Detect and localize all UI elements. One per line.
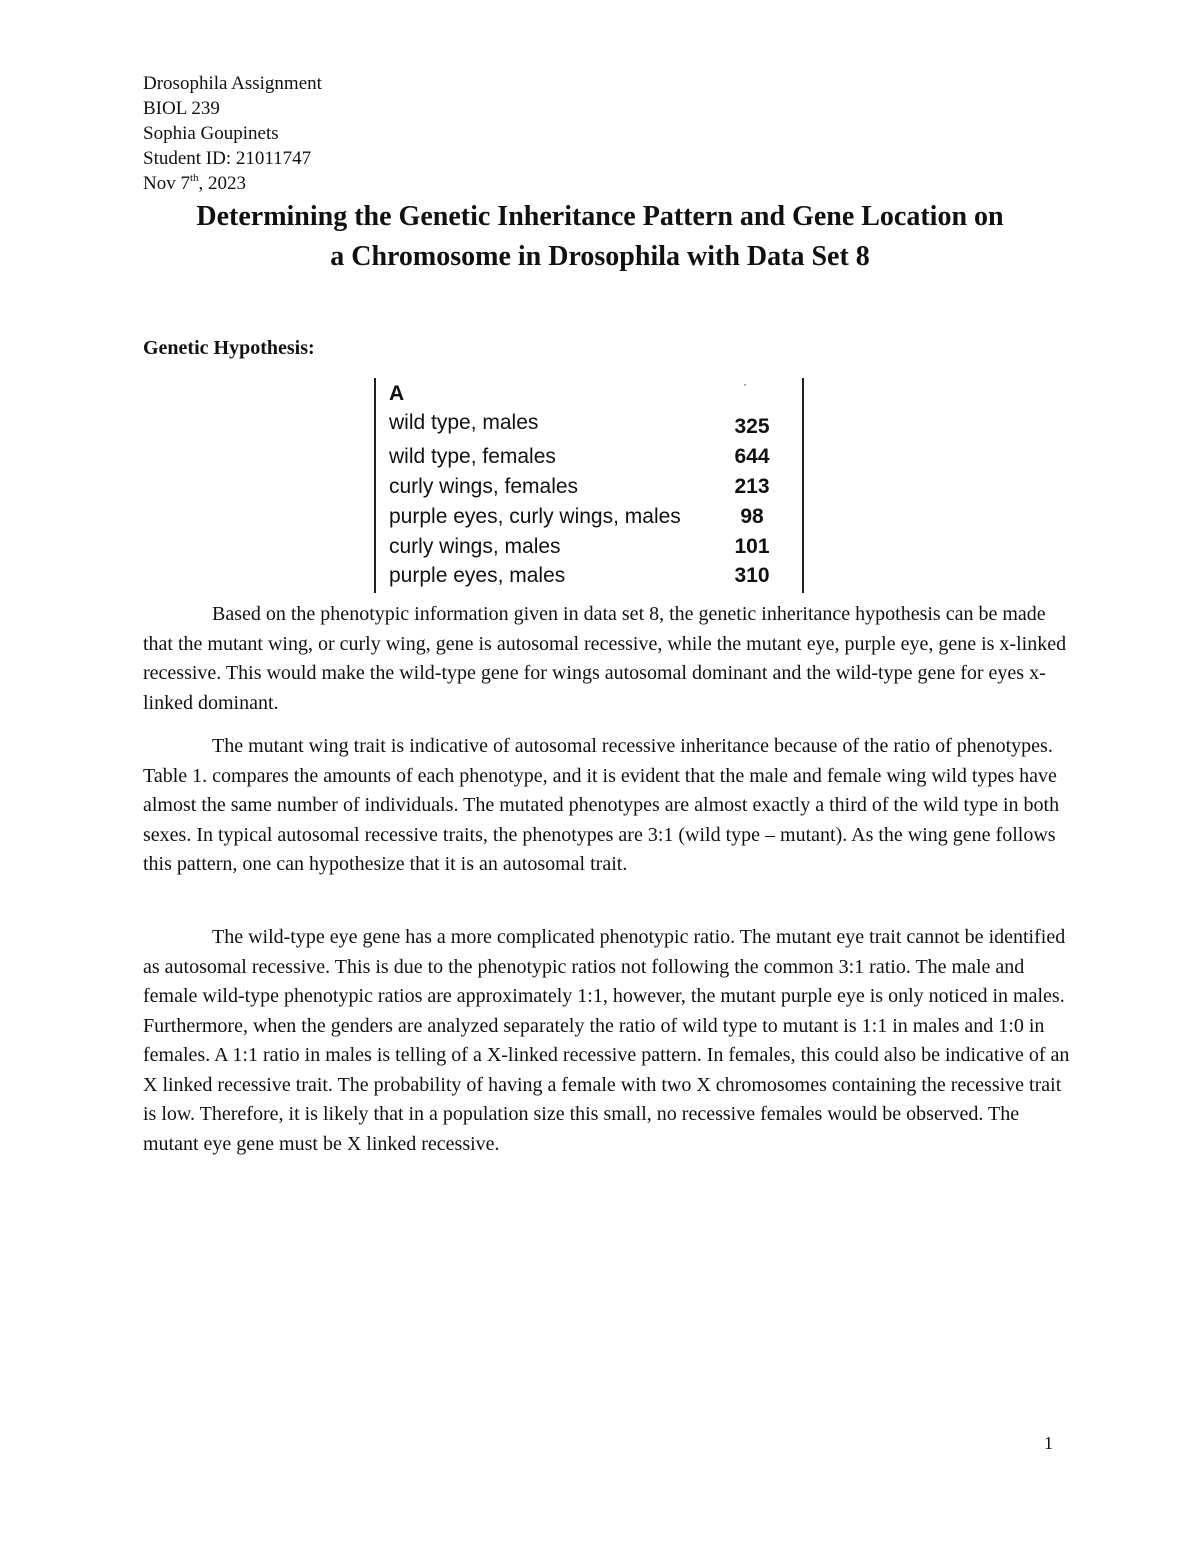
section-heading: Genetic Hypothesis: [143, 337, 315, 359]
table-row [389, 532, 794, 562]
student-id: Student ID: 21011747 [143, 148, 312, 169]
phenotype-count: 213 [734, 475, 770, 498]
title-line-2: a Chromosome in Drosophila with Data Set 8 [330, 241, 870, 272]
phenotype-label: curly wings, males [389, 535, 561, 558]
paragraph-wing-trait [143, 732, 1073, 880]
phenotype-label: purple eyes, males [389, 564, 566, 587]
course-code: BIOL 239 [143, 98, 220, 119]
phenotype-count: 644 [734, 445, 770, 468]
document-title [120, 197, 1080, 277]
date-year: , 2023 [198, 173, 247, 194]
phenotype-count: 310 [734, 564, 770, 587]
phenotype-table [374, 378, 804, 593]
phenotype-count: 101 [734, 535, 770, 558]
title-line-1: Determining the Genetic Inheritance Pattern and Gene Location on [196, 201, 1004, 232]
table-row [389, 472, 794, 502]
assignment-header [143, 71, 322, 196]
assignment-name: Drosophila Assignment [143, 73, 322, 94]
phenotype-count: 98 [740, 505, 764, 528]
paragraph-text: The mutant wing trait is indicative of autosomal recessive inheritance because of the ratio of phenotypes. Table 1. compares the amounts of each phenotype, and it is evident that the male and female wing wild types have almost the same number of individuals. The mutated phenotypes are almost exactly a third of the wild type in both sexes. In typical autosomal recessive traits, the phenotypes are 3:1 (wild type – mutant). As the wing gene follows this pattern, one can hypothesize that it is an autosomal trait. [143, 735, 1060, 875]
phenotype-label: wild type, females [389, 445, 556, 468]
table-row [389, 442, 794, 472]
date-month-day: Nov 7 [143, 173, 190, 194]
paragraph-eye-trait [143, 923, 1073, 1159]
student-name: Sophia Goupinets [143, 123, 279, 144]
phenotype-label: wild type, males [389, 411, 539, 434]
table-row [389, 561, 794, 591]
phenotype-label: curly wings, females [389, 475, 579, 498]
paragraph-text: The wild-type eye gene has a more complicated phenotypic ratio. The mutant eye trait cannot be identified as autosomal recessive. This is due to the phenotypic ratios not following the common 3:1 ratio. The male and female wild-type phenotypic ratios are approximately 1:1, however, the mutant purple eye is only noticed in males. Furthermore, when the genders are analyzed separately the ratio of wild type to mutant is 1:1 in males and 1:0 in females. A 1:1 ratio in males is telling of a X-linked recessive pattern. In females, this could also be indicative of an X linked recessive trait. The probability of having a female with two X chromosomes containing the recessive trait is low. Therefore, it is likely that in a population size this small, no recessive females would be observed. The mutant eye gene must be X linked recessive. [143, 926, 1070, 1155]
page-number: 1 [1044, 1433, 1053, 1453]
phenotype-label: purple eyes, curly wings, males [389, 505, 681, 528]
submission-date [143, 171, 322, 196]
table-heading: A [389, 382, 405, 405]
table-row [389, 408, 794, 438]
phenotype-count: 325 [734, 415, 770, 438]
paragraph-text: Based on the phenotypic information given in data set 8, the genetic inheritance hypothesis can be made that the mutant wing, or curly wing, gene is autosomal recessive, while the mutant eye, purple eye, gene is x-linked recessive. This would make the wild-type gene for wings autosomal dominant and the wild-type gene for eyes x-linked dominant. [143, 603, 1067, 714]
paragraph-hypothesis [143, 600, 1073, 718]
table-mark: · [743, 377, 747, 391]
date-ordinal: th [189, 172, 199, 184]
table-row [389, 502, 794, 532]
